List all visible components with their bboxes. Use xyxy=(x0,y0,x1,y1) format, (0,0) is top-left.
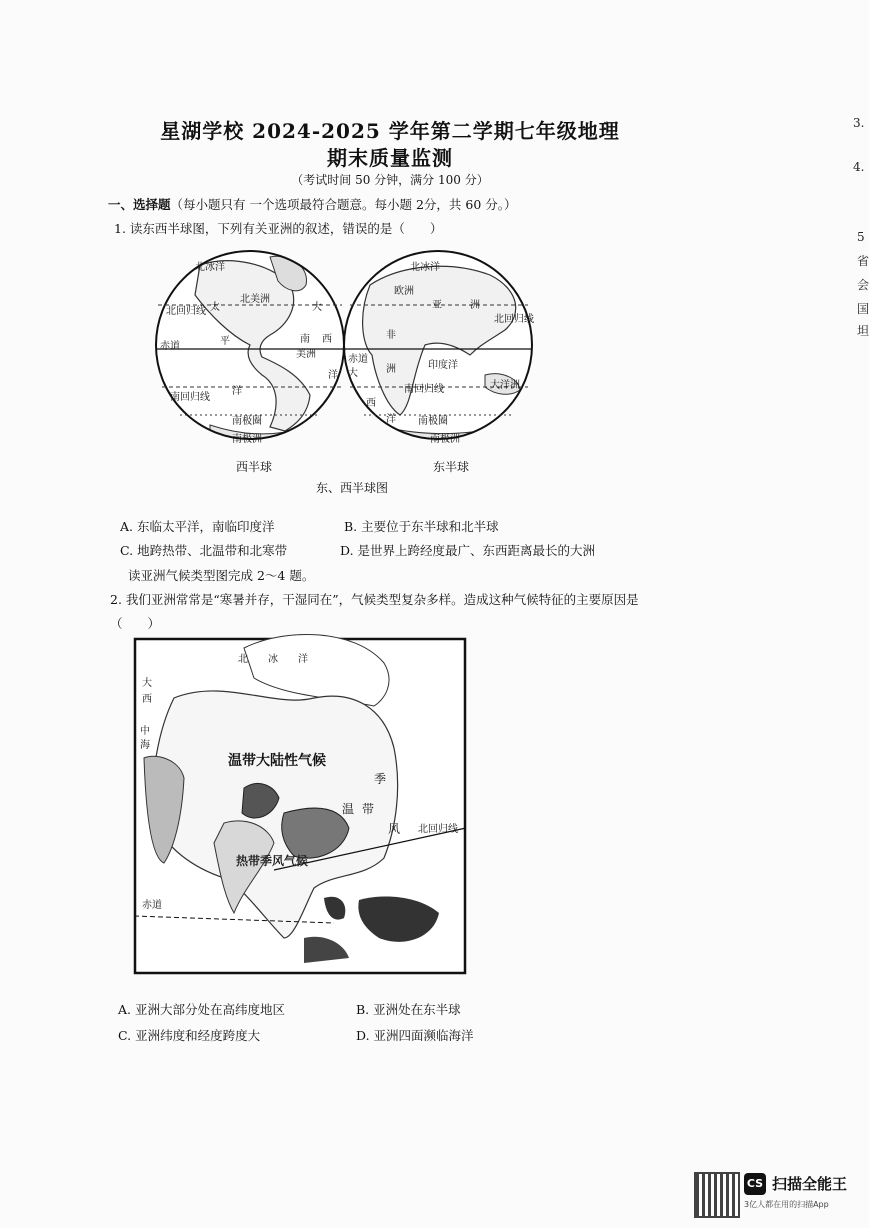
west-label-ping: 平 xyxy=(220,336,230,347)
q2-option-b: B. 亚洲处在东半球 xyxy=(356,1002,461,1017)
map-equator: 赤道 xyxy=(142,900,162,911)
edge-char-3: 国 xyxy=(857,302,869,316)
map-yang: 洋 xyxy=(298,654,308,665)
east-label-oceania: 大洋洲 xyxy=(490,380,520,391)
asia-climate-map xyxy=(134,638,466,974)
east-label-zhou: 洲 xyxy=(470,300,480,311)
section-note: （每小题只有 一个选项最符合题意。每小题 2分，共 60 分。） xyxy=(170,197,517,212)
map-zhong: 中 xyxy=(140,726,150,737)
q1-option-d: D. 是世界上跨经度最广、东西距离最长的大洲 xyxy=(340,543,596,558)
map-north: 北 xyxy=(238,654,248,665)
west-label-nan: 南 xyxy=(300,334,310,345)
qr-code-icon xyxy=(694,1172,740,1218)
east-hemisphere-label: 东半球 xyxy=(433,460,470,474)
map-wen: 温 xyxy=(342,802,355,816)
west-label-xi: 西 xyxy=(322,334,332,345)
q1-option-c: C. 地跨热带、北温带和北寒带 xyxy=(120,543,288,558)
east-label-fei: 非 xyxy=(386,330,396,341)
west-label-yang2: 洋 xyxy=(328,370,338,381)
west-label-tropic-cancer: 北回归线 xyxy=(166,306,206,317)
east-label-da: 大 xyxy=(348,368,358,379)
map-hai: 海 xyxy=(140,740,150,751)
edge-q3: 3. xyxy=(853,116,865,130)
exam-info: （考试时间 50 分钟，满分 100 分） xyxy=(291,173,489,187)
west-label-tropic-capricorn: 南回归线 xyxy=(170,392,210,403)
map-caption: 东、西半球图 xyxy=(316,481,389,495)
west-label-equator: 赤道 xyxy=(160,341,180,352)
east-label-tropic-capricorn: 南回归线 xyxy=(404,384,444,395)
west-label-north-america: 北美洲 xyxy=(240,294,270,305)
map-da: 大 xyxy=(142,678,152,689)
map-dai: 带 xyxy=(362,802,375,816)
east-label-xi: 西 xyxy=(366,398,376,409)
map-bing: 冰 xyxy=(268,654,278,665)
east-label-equator: 赤道 xyxy=(348,354,368,365)
west-label-antarctic-circle: 南极圈 xyxy=(232,416,262,427)
section-title: 一、选择题 xyxy=(108,197,171,212)
q2-option-d: D. 亚洲四面濒临海洋 xyxy=(356,1028,474,1043)
edge-char-2: 会 xyxy=(857,278,869,292)
east-label-indian-ocean: 印度洋 xyxy=(428,360,458,371)
east-label-arctic: 北冰洋 xyxy=(410,262,440,273)
intro-2-4: 读亚洲气候类型图完成 2～4 题。 xyxy=(128,568,315,583)
q2-option-a: A. 亚洲大部分处在高纬度地区 xyxy=(118,1002,285,1017)
west-label-da: 大 xyxy=(312,302,322,313)
scanner-logo-icon: CS xyxy=(744,1173,766,1195)
edge-char-4: 坦 xyxy=(857,324,869,338)
q1-option-a: A. 东临太平洋，南临印度洋 xyxy=(120,519,275,534)
exam-title-line1: 星湖学校 2024-2025 学年第二学期七年级地理 xyxy=(160,119,620,143)
q1-stem: 1. 读东西半球图，下列有关亚洲的叙述，错误的是（ ） xyxy=(114,221,443,236)
exam-title-line2: 期末质量监测 xyxy=(327,146,453,170)
east-label-europe: 欧洲 xyxy=(394,286,414,297)
west-label-meizhou: 美洲 xyxy=(296,349,316,360)
q1-option-b: B. 主要位于东半球和北半球 xyxy=(344,519,499,534)
edge-q4: 4. xyxy=(853,160,865,174)
section-heading xyxy=(108,195,517,213)
map-temperate-continental: 温带大陆性气候 xyxy=(228,753,326,769)
q2-blank: （ ） xyxy=(110,616,161,631)
west-label-arctic: 北冰洋 xyxy=(195,262,225,273)
west-label-yang: 洋 xyxy=(232,386,242,397)
edge-q5: 5 xyxy=(857,230,865,244)
map-ji: 季 xyxy=(374,772,387,786)
map-tropical-monsoon: 热带季风气候 xyxy=(236,854,309,868)
edge-char-1: 省 xyxy=(857,254,869,268)
west-label-tai: 太 xyxy=(210,302,220,313)
map-tropic-cancer: 北回归线 xyxy=(418,824,458,835)
scanner-slogan: 3亿人都在用的扫描App xyxy=(744,1200,829,1209)
east-label-zhou2: 洲 xyxy=(386,364,396,375)
east-label-ya: 亚 xyxy=(432,300,442,311)
east-label-yang: 洋 xyxy=(386,414,396,425)
west-label-antarctica: 南极洲 xyxy=(232,434,262,445)
east-label-tropic-cancer: 北回归线 xyxy=(494,314,534,325)
q2-option-c: C. 亚洲纬度和经度跨度大 xyxy=(118,1028,261,1043)
map-feng: 风 xyxy=(388,822,401,836)
scanner-brand: 扫描全能王 xyxy=(772,1175,848,1193)
q2-stem: 2. 我们亚洲常常是“寒暑并存，干湿同在”，气候类型复杂多样。造成这种气候特征的主要原因是 xyxy=(110,592,639,607)
map-xi: 西 xyxy=(142,694,152,705)
east-label-antarctica: 南极洲 xyxy=(430,434,460,445)
west-hemisphere-label: 西半球 xyxy=(236,460,273,474)
east-label-antarctic-circle: 南极圈 xyxy=(418,416,448,427)
